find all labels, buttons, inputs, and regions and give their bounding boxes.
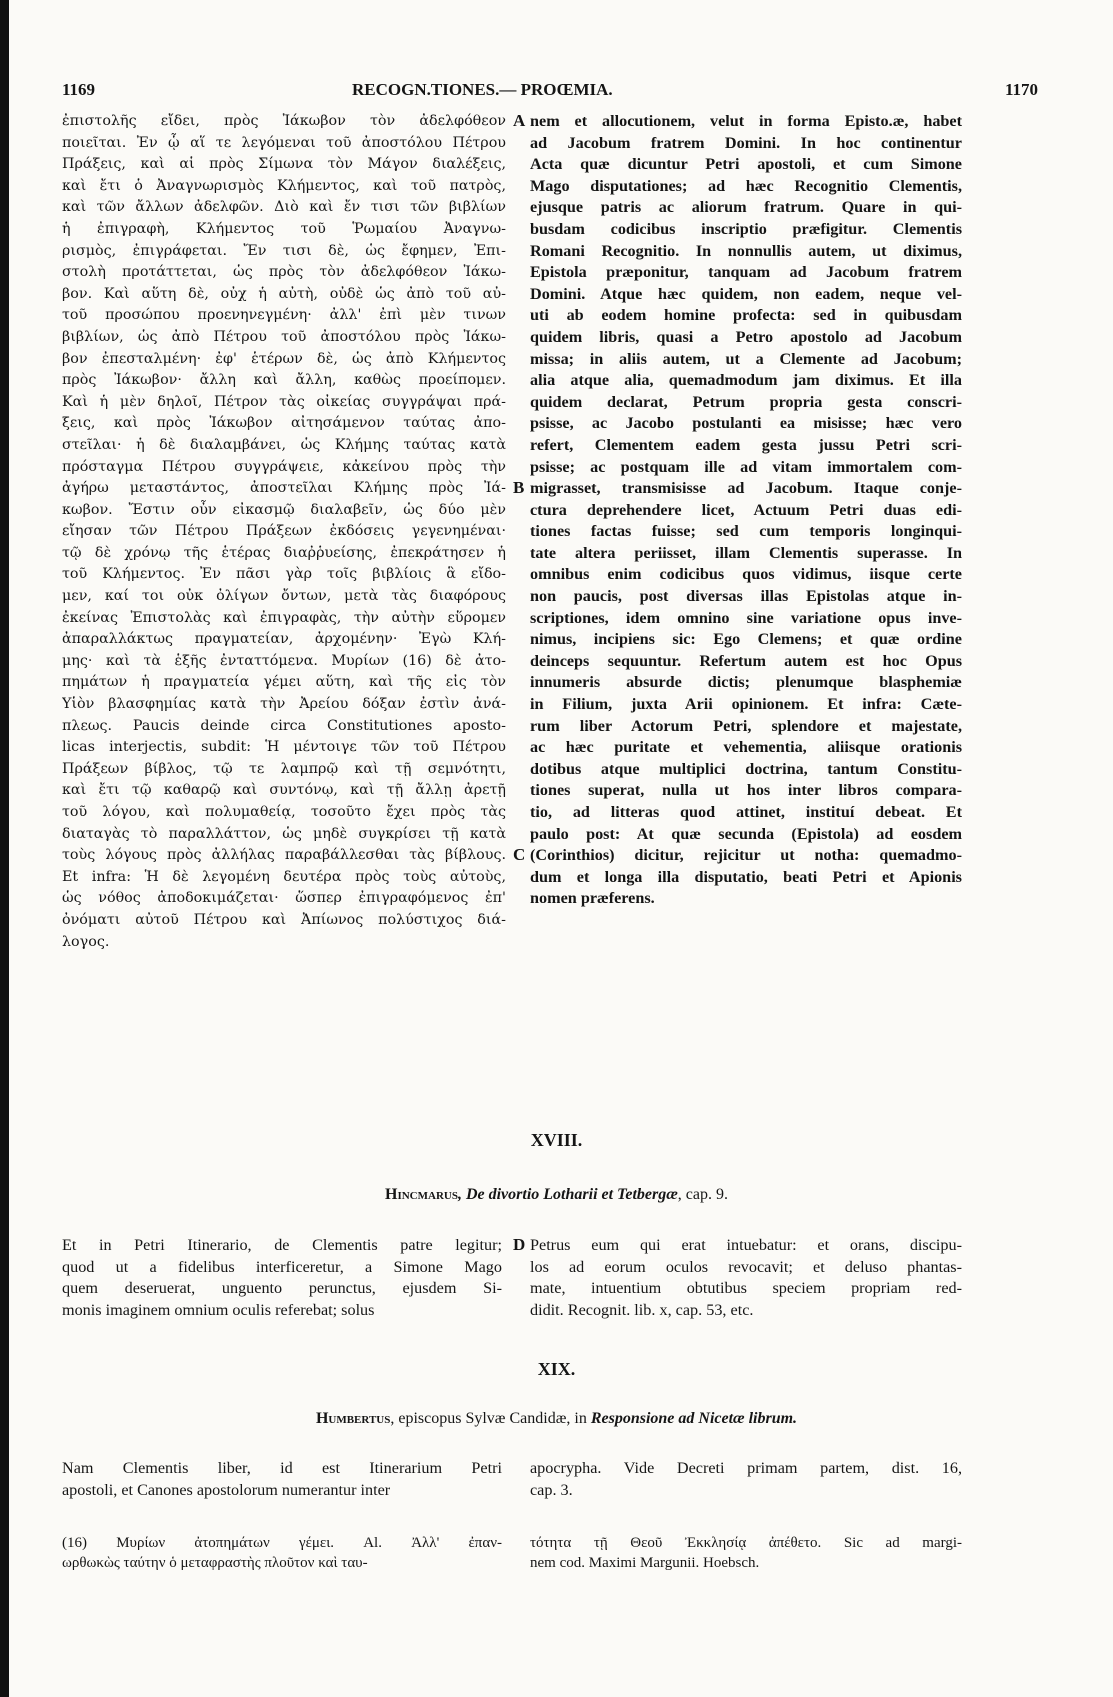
text-line: ac hæc puritate et vehementia, aliisque orationis xyxy=(530,738,962,757)
section-18-right-text xyxy=(530,1235,962,1321)
text-line: psisse, ac Jacobo postulanti ea misisse; hæc vero xyxy=(530,414,962,433)
text-line: βον ἐπεσταλμένη· ἐφ' ἑτέρων δὲ, ὡς ἀπὸ Κλήμεντος xyxy=(62,350,506,367)
text-line: πλεως. Paucis deinde circa Constitutiones aposto- xyxy=(62,717,506,734)
text-line: omnibus enim codicibus quos vidimus, iisque certe xyxy=(530,565,962,584)
text-line: Υἱὸν βλασφημίας κατὰ τὴν Ἀρείου δόξαν ἐστὶν ἀνά- xyxy=(62,696,506,713)
section-18-number: XVIII. xyxy=(530,1130,583,1150)
text-line: dotibus atque multiplici doctrina, tantum Constitu- xyxy=(530,759,962,778)
section-18-author: Hincmarus xyxy=(385,1186,458,1203)
text-line: didit. Recognit. lib. x, cap. 53, etc. xyxy=(530,1300,754,1319)
text-line: τοῦ Κλήμεντος. Ἐν πᾶσι γὰρ τοῖς βιβλίοις ἃ εἴδο- xyxy=(62,566,506,583)
text-line: nem et allocutionem, velut in forma Episto.æ, habet xyxy=(530,112,962,130)
text-line: μης· καὶ τὰ ἑξῆς ἐνταττόμενα. Μυρίων (16) δὲ ἀτο- xyxy=(62,652,506,669)
text-line: tio, ad litteras quod attinet, instituí debeat. Et xyxy=(530,803,962,821)
text-line: ὀνόματι αὐτοῦ Πέτρου καὶ Ἀπίωνος πολύστιχος διά- xyxy=(62,911,506,928)
text-line: tiones superat, nulla ut hos inter libros compara- xyxy=(530,781,962,800)
text-line: ρισμὸς, ἐπιγράφεται. Ἔν τισι δὲ, ὡς ἔφημεν, Ἐπι- xyxy=(62,242,506,259)
text-line: tate altera periisset, illam Clementis superasse. In xyxy=(530,543,962,562)
text-line: paulo post: At quæ secunda (Epistola) ad eosdem xyxy=(530,824,962,843)
text-line: tiones factas fuisse; sed cum temporis longinqui- xyxy=(530,522,962,541)
text-line: τοῦ λόγου, καὶ πολυμαθείᾳ, τοσοῦτο ἔχει πρὸς τὰς xyxy=(62,804,506,820)
text-line: busdam codicibus inscriptio præfigitur. Clementis xyxy=(530,219,962,238)
footnote-left xyxy=(62,1533,502,1573)
text-line: missa; in aliis autem, ut a Clemente ad Jacobum; xyxy=(530,349,962,368)
text-line: τῷ δὲ χρόνῳ τῆς ἑτέρας διαῤῥυείσης, ἐπεκράτησεν ἡ xyxy=(62,544,506,561)
text-line: migrasset, transmisisse ad Jacobum. Itaque conje- xyxy=(530,479,962,498)
footnote-line: τότητα τῇ Θεοῦ Ἐκκλησίᾳ ἀπέθετο. Sic ad margi- xyxy=(530,1535,962,1551)
text-line: ἐκείνας Ἐπιστολὰς καὶ ἐπιγραφὰς, τὴν αὐτὴν εὕρομεν xyxy=(62,609,506,626)
text-line: nomen præferens. xyxy=(530,889,655,908)
section-19-number: XIX. xyxy=(537,1359,576,1379)
text-line: Epistola præponitur, tanquam ad Jacobum fratrem xyxy=(530,263,962,282)
page-edge-bar xyxy=(0,0,9,1697)
text-line: cap. 3. xyxy=(530,1480,573,1499)
footnote-right xyxy=(530,1533,962,1573)
footnote-line: ωρθωκὼς ταύτην ὁ μεταφραστὴς πλοῦτον καὶ ταυ- xyxy=(62,1555,368,1571)
right-page-number: 1170 xyxy=(1005,80,1039,99)
text-line: licas interjectis, subdit: Ἡ μέντοιγε τῶν τοῦ Πέτρου xyxy=(62,739,506,756)
text-line: ejusque patris ac aliorum fratrum. Quare in qui- xyxy=(530,198,962,217)
section-19-author: Humbertus xyxy=(315,1410,391,1427)
text-line: στολὴ προτάττεται, ὡς πρὸς τὸν ἀδελφόθεον Ἰάκω- xyxy=(62,264,506,281)
text-line: non paucis, post diversas illas Epistolas atque in- xyxy=(530,587,962,606)
text-line: ctura deprehendere licet, Actuum Petri duas edi- xyxy=(530,500,962,519)
text-line: nimus, incipiens sic: Ego Clemens; et quæ ordine xyxy=(530,630,962,649)
margin-marker-b: B xyxy=(513,478,525,497)
footnote-line: nem cod. Maximi Margunii. Hoebsch. xyxy=(530,1555,760,1571)
text-line: ἀπαραλλάκτως πραγματείαν, ἀρχομένην· Ἐγὼ Κλή- xyxy=(62,631,506,648)
text-line: Et in Petri Itinerario, de Clementis patre legitur; xyxy=(62,1236,502,1254)
section-19-middle: , episcopus Sylvæ Candidæ, in xyxy=(390,1410,591,1427)
running-title: RECOGN.TIONES.— PROŒMIA. xyxy=(352,80,613,99)
margin-marker-d: D xyxy=(513,1235,526,1254)
text-line: quidem declarat, Petrum propria gesta conscri- xyxy=(530,392,962,411)
text-line: innumeris absurde dictis; plenumque blasphemiæ xyxy=(530,673,962,692)
text-line: quod ut a fidelibus interficeretur, a Simone Mago xyxy=(62,1257,502,1276)
left-page-number: 1169 xyxy=(62,80,96,99)
right-column-latin xyxy=(530,111,962,910)
text-line: βιβλίων, ὡς ἀπὸ Πέτρου τοῦ ἀποστόλου πρὸς Ἰάκω- xyxy=(62,328,506,345)
text-line: ὡς νόθος ἀποδοκιμάζεται· ὥσπερ ἐπιγραφόμενος ἐπ' xyxy=(62,890,506,907)
text-line: scriptiones, idem omnino sine variatione opus inve- xyxy=(530,608,962,627)
text-line: Et infra: Ἡ δὲ λεγομένη δευτέρα πρὸς τοὺς αὐτοὺς, xyxy=(62,868,506,885)
text-line: rum liber Actorum Petri, splendore et majestate, xyxy=(530,716,962,735)
text-line: monis imaginem omnium oculis referebat; solus xyxy=(62,1300,375,1319)
text-line: psisse; ac postquam ille ad vitam immortalem com- xyxy=(530,457,962,476)
section-19-right-text xyxy=(530,1458,962,1501)
footnote-line: (16) Μυρίων ἀτοπημάτων γέμει. Al. Ἀλλ' ἐπαν- xyxy=(62,1535,502,1551)
text-line: mate, intuentium obtutibus speciem propriam red- xyxy=(530,1279,962,1298)
text-line: καὶ ἔτι τῷ καθαρῷ καὶ συντόνῳ, καὶ τῇ ἄλλῃ ἀρετῇ xyxy=(62,782,506,799)
section-18-left-text xyxy=(62,1235,502,1321)
text-line: ad Jacobum fratrem Domini. In hoc continentur xyxy=(530,133,962,152)
text-line: (Corinthios) dicitur, rejicitur ut notha: quemadmo- xyxy=(530,846,962,865)
text-line: los ad eorum oculos revocavit; et deluso phantas- xyxy=(530,1257,962,1276)
text-line: Mago disputationes; ad hæc Recognitio Clementis, xyxy=(530,176,962,195)
text-line: Καὶ ἡ μὲν δηλοῖ, Πέτρον τὰς οἰκείας συγγράψαι πρά- xyxy=(62,393,506,410)
margin-marker-c: C xyxy=(513,845,526,864)
text-line: πημάτων ἡ πραγματεία γέμει αὕτη, καὶ τῆς εἰς τὸν xyxy=(62,674,506,691)
text-line: refert, Clementem eadem gesta jussu Petri scri- xyxy=(530,435,962,454)
text-line: uti ab eodem homine profecta: sed in quibusdam xyxy=(530,306,962,325)
section-18-title xyxy=(0,1186,1113,1204)
text-line: εἴησαν τῶν Πέτρου Πράξεων ἐκδόσεις γεγενημέναι· xyxy=(62,523,506,540)
text-line: Acta quæ dicuntur Petri apostoli, et cum Simone xyxy=(530,155,962,174)
margin-marker-a: A xyxy=(513,111,526,130)
section-18-cap: , cap. 9. xyxy=(677,1186,728,1203)
section-18-work: , De divortio Lotharii et Tetbergæ xyxy=(457,1186,678,1203)
text-line: πρὸς Ἰάκωβον· ἄλλη καὶ ἄλλη, καθὼς προείπομεν. xyxy=(62,372,506,389)
text-line: quidem libris, quasi a Petro apostolo ad Jacobum xyxy=(530,327,962,346)
text-line: dum et longa illa disputatio, beati Petri et Apionis xyxy=(530,867,962,886)
text-line: κωβον. Ἔστιν οὖν εἰκασμῷ διαλαβεῖν, ὡς δύο μὲν xyxy=(62,501,506,518)
text-line: στεῖλαι· ἡ δὲ διαλαμβάνει, ὡς Κλήμης ταύτας κατὰ xyxy=(62,436,506,453)
text-line: καὶ ἔτι ὁ Ἀναγνωρισμὸς Κλήμεντος, καὶ τοῦ πατρὸς, xyxy=(62,177,506,194)
text-line: quem deseruerat, unguento perunctus, ejusdem Si- xyxy=(62,1279,502,1298)
section-19-work: Responsione ad Nicetæ librum. xyxy=(590,1410,798,1427)
text-line: μεν, καί τοι οὐκ ὀλίγων ὄντων, μετὰ τὰς διαφόρους xyxy=(62,588,506,605)
text-line: Domini. Atque hæc quidem, non eadem, neque vel- xyxy=(530,284,962,303)
section-19-left-text xyxy=(62,1458,502,1501)
text-line: καὶ τῶν ἄλλων ἀδελφῶν. Διὸ καὶ ἔν τισι τῶν βιβλίων xyxy=(62,199,506,216)
text-line: Πράξεων βίβλος, τῷ τε λαμπρῷ καὶ τῇ σεμνότητι, xyxy=(62,760,506,777)
text-line: ποιεῖται. Ἐν ᾧ αἵ τε λεγόμεναι τοῦ ἀποστόλου Πέτρου xyxy=(62,134,506,151)
left-column-greek xyxy=(62,111,506,953)
text-line: διαταγὰς τὸ παραλλάττον, ὡς μηδὲ συγκρίσει τῇ κατὰ xyxy=(62,825,506,842)
text-line: τοὺς λόγους πρὸς ἀλλήλας παραβάλλεσθαι τὰς βίβλους. xyxy=(62,847,506,864)
section-19-title xyxy=(0,1410,1113,1428)
text-line: alia atque alia, quemadmodum jam diximus. Et illa xyxy=(530,371,962,390)
text-line: apostoli, et Canones apostolorum numerantur inter xyxy=(62,1480,391,1499)
text-line: Πράξεις, καὶ αἱ πρὸς Σίμωνα τὸν Μάγον διαλέξεις, xyxy=(62,156,506,173)
text-line: in Filium, juxta Arii opinionem. Et infra: Cæte- xyxy=(530,695,962,714)
text-line: ἐπιστολῆς εἴδει, πρὸς Ἰάκωβον τὸν ἀδελφόθεον xyxy=(62,113,506,129)
text-line: apocrypha. Vide Decreti primam partem, dist. 16, xyxy=(530,1459,962,1477)
text-line: Nam Clementis liber, id est Itinerarium Petri xyxy=(62,1459,502,1477)
text-line: τοῦ προσώπου προενηνεγμένη· ἀλλ' ἐπὶ μὲν τινων xyxy=(62,307,506,324)
text-line: λογος. xyxy=(62,933,110,950)
text-line: βον. Καὶ αὕτη δὲ, οὐχ ἡ αὐτὴ, οὐδὲ ὡς ἀπὸ τοῦ αὐ- xyxy=(62,285,506,302)
text-line: Romani Recognitio. In nonnullis autem, ut diximus, xyxy=(530,241,962,260)
text-line: ἡ ἐπιγραφὴ, Κλήμεντος τοῦ Ῥωμαίου Ἀναγνω- xyxy=(62,220,506,237)
text-line: ἀγήρω μεταστάντος, ἀποστεῖλαι Κλήμης πρὸς Ἰά- xyxy=(62,480,506,497)
text-line: deinceps sequuntur. Refertum autem est hoc Opus xyxy=(530,651,962,670)
text-line: Petrus eum qui erat intuebatur: et orans, discipu- xyxy=(530,1236,962,1254)
text-line: πρόσταγμα Πέτρου συγγράψειε, κἀκείνου πρὸς τὴν xyxy=(62,458,506,475)
text-line: ξεις, καὶ πρὸς Ἰάκωβον αἰτησάμενον ταύτας ἀπο- xyxy=(62,415,506,432)
